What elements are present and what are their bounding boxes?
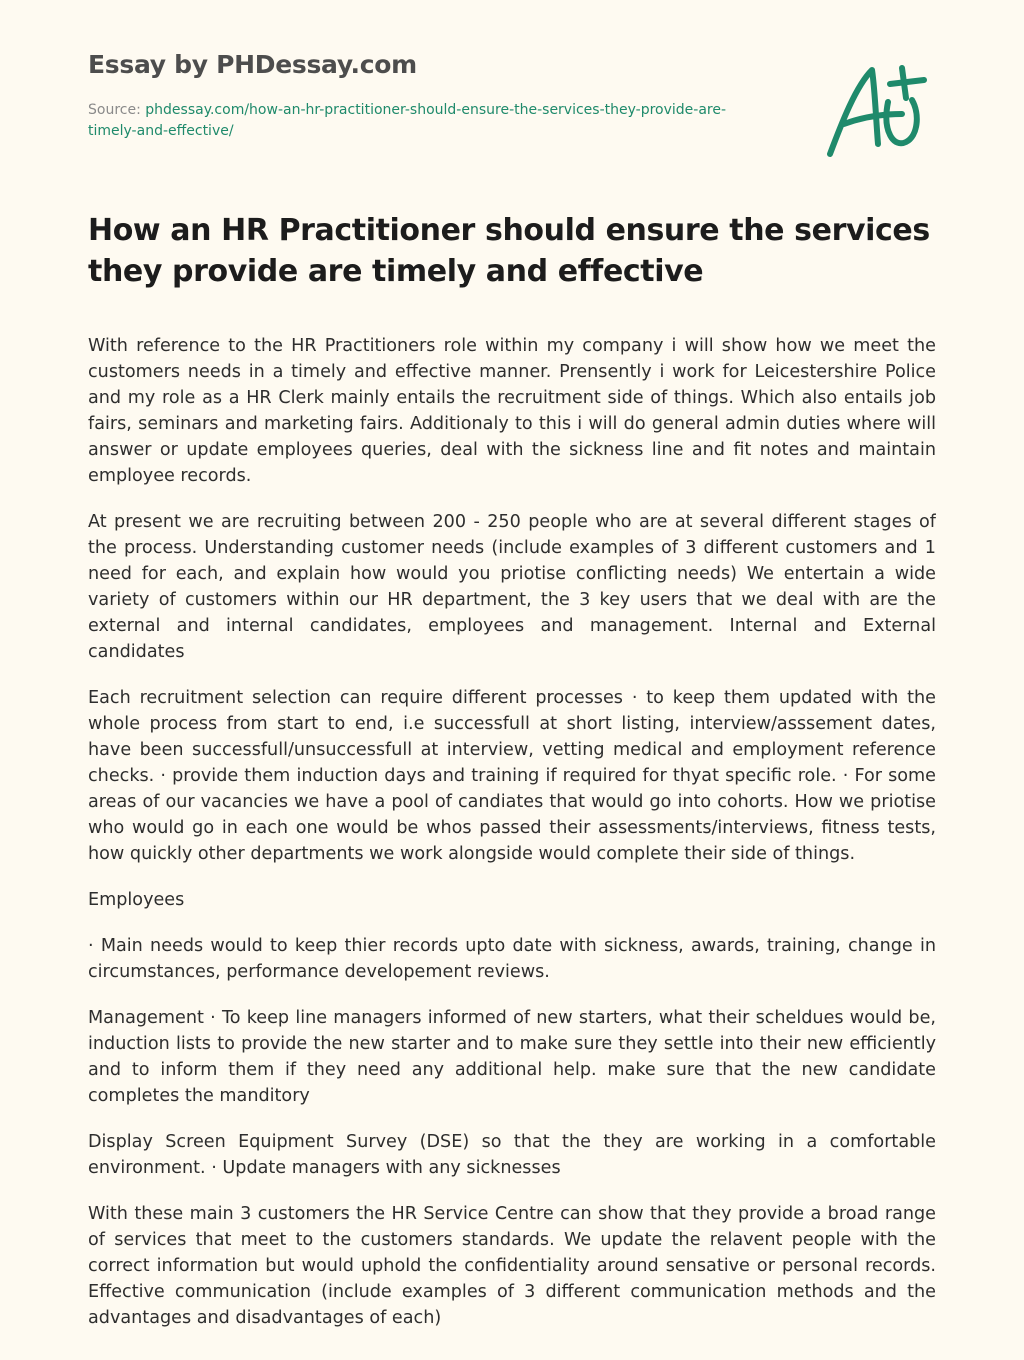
essay-paragraph: Management · To keep line managers informed of new starters, what their scheldues would be, induction lists to provide the new starter and to make sure they settle into their new efficiently and to inform them if they need any additional help. make sure that the new candidate completes the manditory — [88, 1008, 936, 1106]
essay-body — [88, 333, 936, 1360]
essay-paragraph: With reference to the HR Practitioners role within my company i will show how we meet the customers needs in a timely and effective manner. Prensently i work for Leicestershire Police and my role as a HR Clerk mainly entails the recruitment side of things. Which also entails job fairs, seminars and marketing fairs. Additionaly to this i will do general admin duties where will answer or update employees queries, deal with the sickness line and fit notes and maintain employee records. — [88, 336, 936, 486]
source-link[interactable]: phdessay.com/how-an-hr-practitioner-should-ensure-the-services-they-provide-are-timely-and-effective/ — [88, 102, 727, 139]
essay-paragraph: At present we are recruiting between 200 - 250 people who are at several different stages of the process. Understanding customer needs (include examples of 3 different customers and 1 need for each, and explain how would you priotise conflicting needs) We entertain a wide variety of customers within our HR department, the 3 key users that we deal with are the external and internal candidates, employees and management. Internal and External candidates — [88, 512, 936, 662]
essay-paragraph: With these main 3 customers the HR Service Centre can show that they provide a broad range of services that meet to the customers standards. We update the relavent people with the correct information but would uphold the confidentiality around sensative or personal records. Effective communication (include examples of 3 different communication methods and the advantages and disadvantages of each) — [88, 1204, 936, 1328]
essay-paragraph: Employees — [88, 890, 185, 910]
essay-paragraph: Display Screen Equipment Survey (DSE) so that the they are working in a comfortable environment. · Update managers with any sicknesses — [88, 1132, 936, 1178]
essay-title: How an HR Practitioner should ensure the services they provide are timely and effective — [88, 213, 930, 289]
a-plus-logo-icon — [820, 62, 932, 162]
essay-paragraph: Each recruitment selection can require different processes · to keep them updated with the whole process from start to end, i.e successfull at short listing, interview/asssement dates, have been successfull/unsuccessfull at interview, vetting medical and employment reference checks. · provide them induction days and training if required for thyat specific role. · For some areas of our vacancies we have a pool of candiates that would go into cohorts. How we priotise who would go in each one would be whos passed their assessments/interviews, fitness tests, how quickly other departments we work alongside would complete their side of things. — [88, 688, 936, 864]
source-label: Source: — [88, 102, 141, 118]
source-line — [88, 100, 768, 142]
essay-paragraph: · Main needs would to keep thier records upto date with sickness, awards, training, change in circumstances, performance developement reviews. — [88, 936, 936, 982]
site-title[interactable]: Essay by PHDessay.com — [88, 50, 417, 79]
